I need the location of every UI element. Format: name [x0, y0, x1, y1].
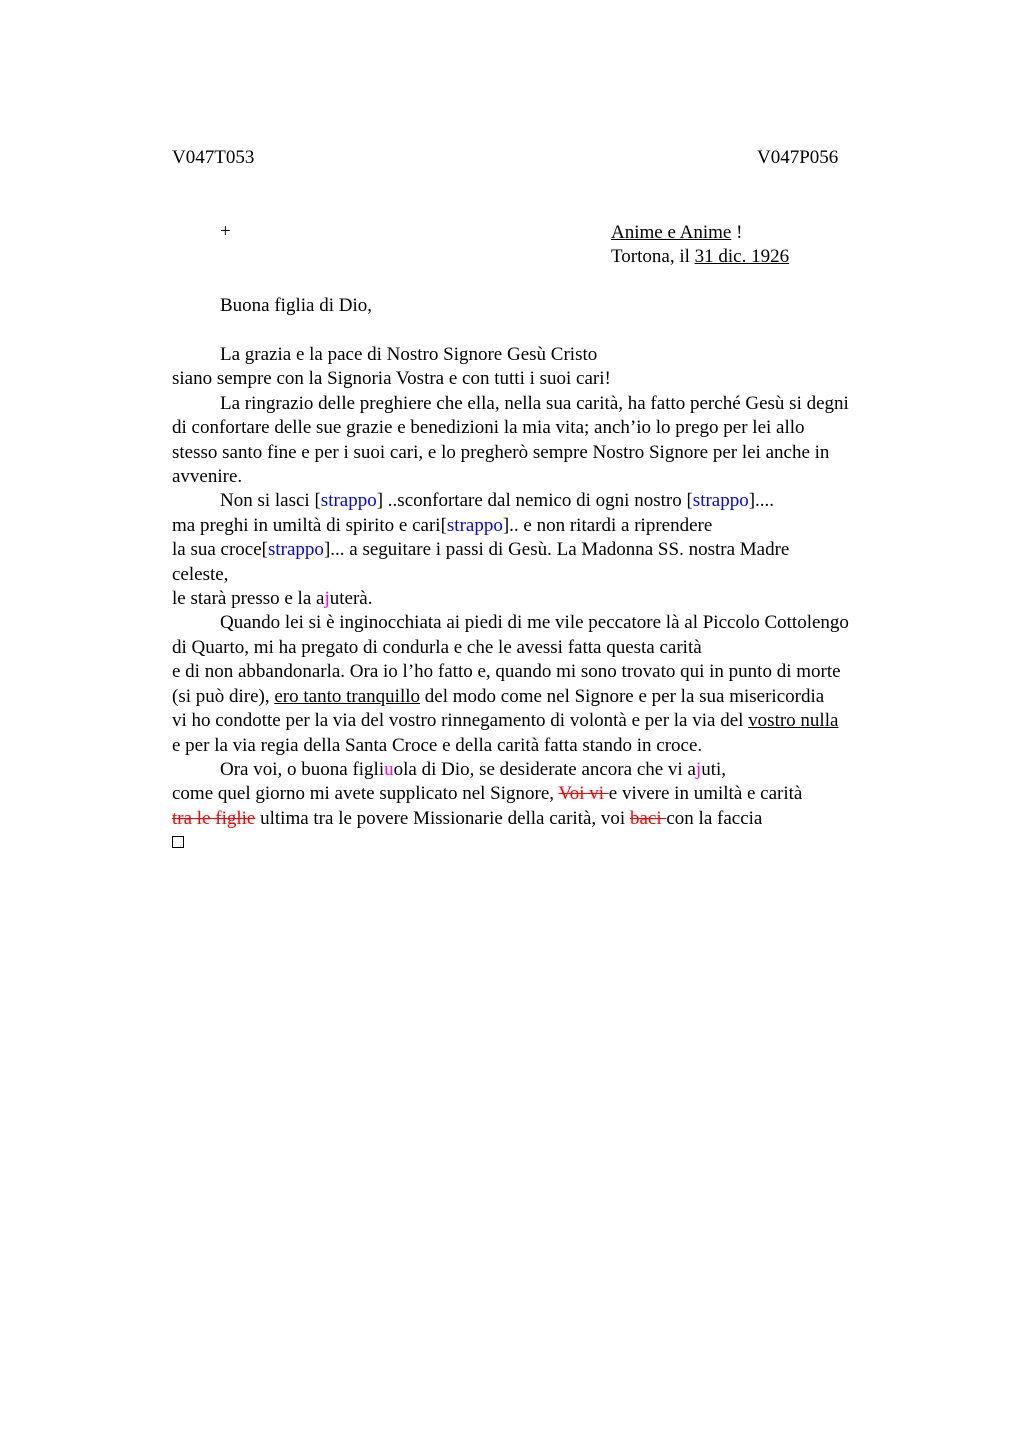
underlined-phrase: ero tanto tranquillo — [274, 685, 421, 707]
underlined-phrase: vostro nulla — [748, 710, 839, 732]
body-line: di Quarto, mi ha pregato di condurla e che le avessi fatta questa carità — [172, 636, 702, 658]
place-date-line — [611, 245, 789, 269]
struck-text: Voi vi — [558, 783, 609, 805]
body-line: e di non abbandonarla. Ora io l’ho fatto e, quando mi sono trovato qui in punto di morte — [172, 661, 841, 683]
body-line — [172, 489, 912, 513]
body-line: avvenire. — [172, 466, 243, 488]
editorial-note: strappo — [692, 490, 749, 512]
struck-text: tra le figlie — [172, 807, 256, 829]
editorial-note: strappo — [268, 539, 324, 561]
text-run: ].. e non ritardi a riprendere — [502, 514, 713, 536]
body-line — [172, 514, 912, 538]
body-line: celeste, — [172, 563, 229, 585]
end-of-page-box-icon — [172, 836, 184, 848]
correction-letter: j — [324, 588, 330, 610]
editorial-note: strappo — [446, 514, 503, 536]
body-line — [172, 807, 912, 831]
text-run: del modo come nel Signore e per la sua misericordia — [420, 685, 825, 707]
body-line — [172, 685, 912, 709]
correction-letter: u — [384, 758, 394, 780]
text-run: Non si lasci [ — [220, 490, 321, 512]
text-run: ].... — [748, 490, 775, 512]
text-run: le starà presso e la a — [172, 588, 325, 610]
text-run: ola di Dio, se desiderate ancora che vi a — [393, 758, 696, 780]
body-line — [172, 587, 912, 611]
body-line: La ringrazio delle preghiere che ella, nella sua carità, ha fatto perché Gesù si degni — [220, 392, 849, 414]
body-line: di confortare delle sue grazie e benedizioni la mia vita; anch’io lo prego per lei allo — [172, 417, 805, 439]
body-line: La grazia e la pace di Nostro Signore Gesù Cristo — [220, 344, 598, 365]
struck-text: baci — [629, 807, 667, 829]
body-line — [172, 538, 912, 562]
text-run: ma preghi in umiltà di spirito e cari[ — [172, 514, 447, 536]
text-run: come quel giorno mi avete supplicato nel Signore, — [172, 783, 559, 805]
body-line — [172, 709, 912, 733]
salutation: Buona figlia di Dio, — [220, 295, 372, 316]
doc-code-left: V047T053 — [172, 147, 255, 168]
motto-tail: ! — [731, 222, 743, 243]
letter-date: 31 dic. 1926 — [694, 246, 790, 267]
text-run: ]... a seguitare i passi di Gesù. La Madonna SS. nostra Madre — [323, 539, 790, 561]
text-run: uti, — [701, 758, 726, 780]
text-run: ] ..sconfortare dal nemico di ogni nostro [ — [376, 490, 693, 512]
text-run: e vivere in umiltà e carità — [608, 783, 803, 805]
editorial-note: strappo — [320, 490, 377, 512]
text-run: Ora voi, o buona figli — [220, 758, 385, 780]
text-run: (si può dire), — [172, 685, 275, 707]
place: Tortona, il — [611, 246, 695, 267]
body-line — [172, 782, 912, 806]
letter-heading — [611, 221, 789, 269]
body-line: stesso santo fine e per i suoi cari, e lo pregherò sempre Nostro Signore per lei anche in — [172, 441, 830, 463]
motto: Anime e Anime — [611, 222, 732, 243]
doc-code-right: V047P056 — [757, 147, 839, 168]
motto-line — [611, 221, 789, 245]
letter-body — [172, 343, 912, 856]
cross-mark: + — [220, 221, 231, 242]
body-line: Quando lei si è inginocchiata ai piedi di me vile peccatore là al Piccolo Cottolengo — [220, 612, 849, 634]
text-run: ultima tra le povere Missionarie della carità, voi — [255, 807, 630, 829]
text-run: uterà. — [329, 588, 373, 610]
correction-letter: j — [695, 758, 702, 780]
body-line — [172, 831, 912, 855]
body-line — [172, 758, 912, 782]
text-run: la sua croce[ — [172, 539, 268, 561]
body-line: siano sempre con la Signoria Vostra e con tutti i suoi cari! — [172, 368, 611, 390]
body-line: e per la via regia della Santa Croce e della carità fatta stando in croce. — [172, 734, 703, 756]
text-run: con la faccia — [666, 807, 763, 829]
text-run: vi ho condotte per la via del vostro rinnegamento di volontà e per la via del — [172, 710, 749, 732]
